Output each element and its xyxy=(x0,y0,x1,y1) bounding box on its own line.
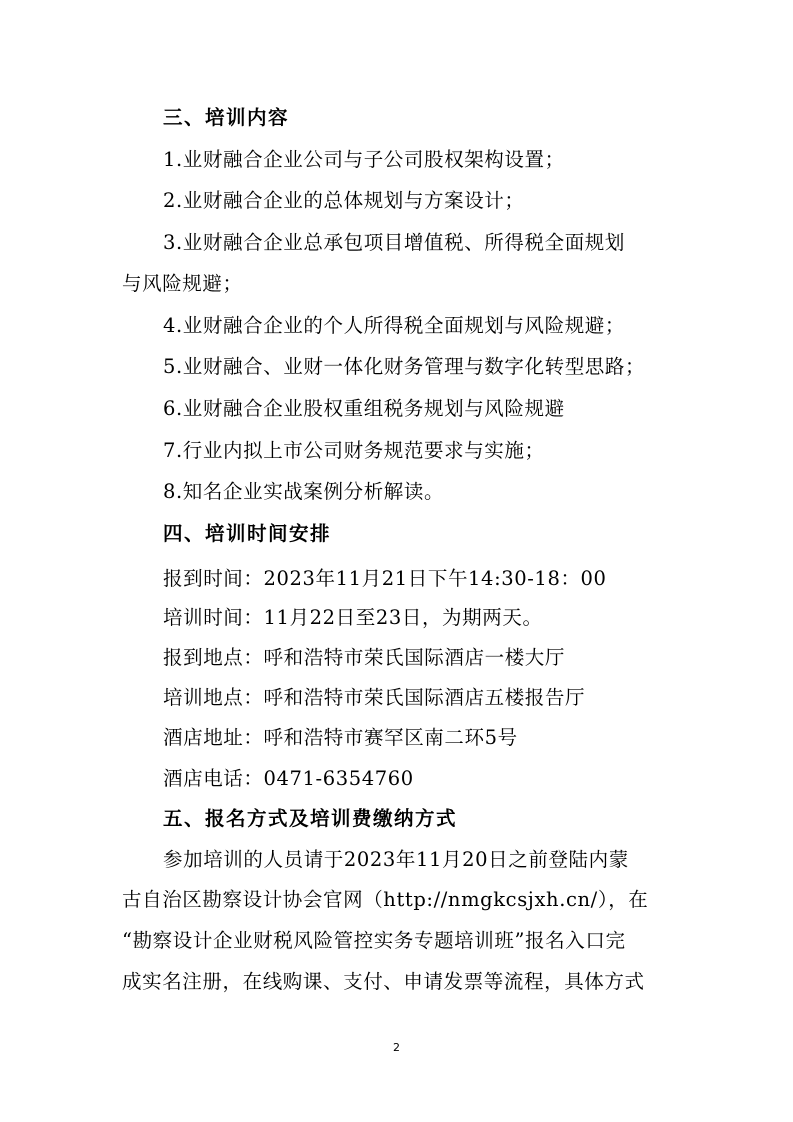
section-heading-training-content: 三、培训内容 xyxy=(163,106,290,129)
list-item: 5.业财融合、业财一体化财务管理与数字化转型思路； xyxy=(163,355,646,378)
section-heading-schedule: 四、培训时间安排 xyxy=(163,522,332,545)
list-item: 1.业财融合企业公司与子公司股权架构设置； xyxy=(163,148,565,171)
training-location: 培训地点：呼和浩特市荣氏国际酒店五楼报告厅 xyxy=(163,686,586,709)
training-time: 培训时间：11月22日至23日，为期两天。 xyxy=(163,606,543,629)
list-item: 3.业财融合企业总承包项目增值税、所得税全面规划 xyxy=(163,231,626,254)
paragraph-line: 成实名注册，在线购课、支付、申请发票等流程，具体方式 xyxy=(122,970,645,993)
paragraph-line: 参加培训的人员请于2023年11月20日之前登陆内蒙 xyxy=(163,848,629,871)
list-item: 4.业财融合企业的个人所得税全面规划与风险规避； xyxy=(163,314,626,337)
list-item: 7.行业内拟上市公司财务规范要求与实施； xyxy=(163,439,545,462)
list-item-continuation: 与风险规避； xyxy=(122,272,243,295)
paragraph-line: “勘察设计企业财税风险管控实务专题培训班”报名入口完 xyxy=(122,929,626,952)
list-item: 6.业财融合企业股权重组税务规划与风险规避 xyxy=(163,397,565,420)
section-heading-registration: 五、报名方式及培训费缴纳方式 xyxy=(163,807,458,830)
registration-time: 报到时间：2023年11月21日下午14:30-18：00 xyxy=(163,567,607,590)
registration-location: 报到地点：呼和浩特市荣氏国际酒店一楼大厅 xyxy=(163,646,566,669)
hotel-phone: 酒店电话：0471-6354760 xyxy=(163,767,414,790)
paragraph-line: 古自治区勘察设计协会官网（http://nmgkcsjxh.cn/），在 xyxy=(122,888,649,911)
page-number: 2 xyxy=(393,1041,400,1054)
list-item: 8.知名企业实战案例分析解读。 xyxy=(163,480,445,503)
hotel-address: 酒店地址：呼和浩特市赛罕区南二环5号 xyxy=(163,726,518,749)
list-item: 2.业财融合企业的总体规划与方案设计； xyxy=(163,189,525,212)
